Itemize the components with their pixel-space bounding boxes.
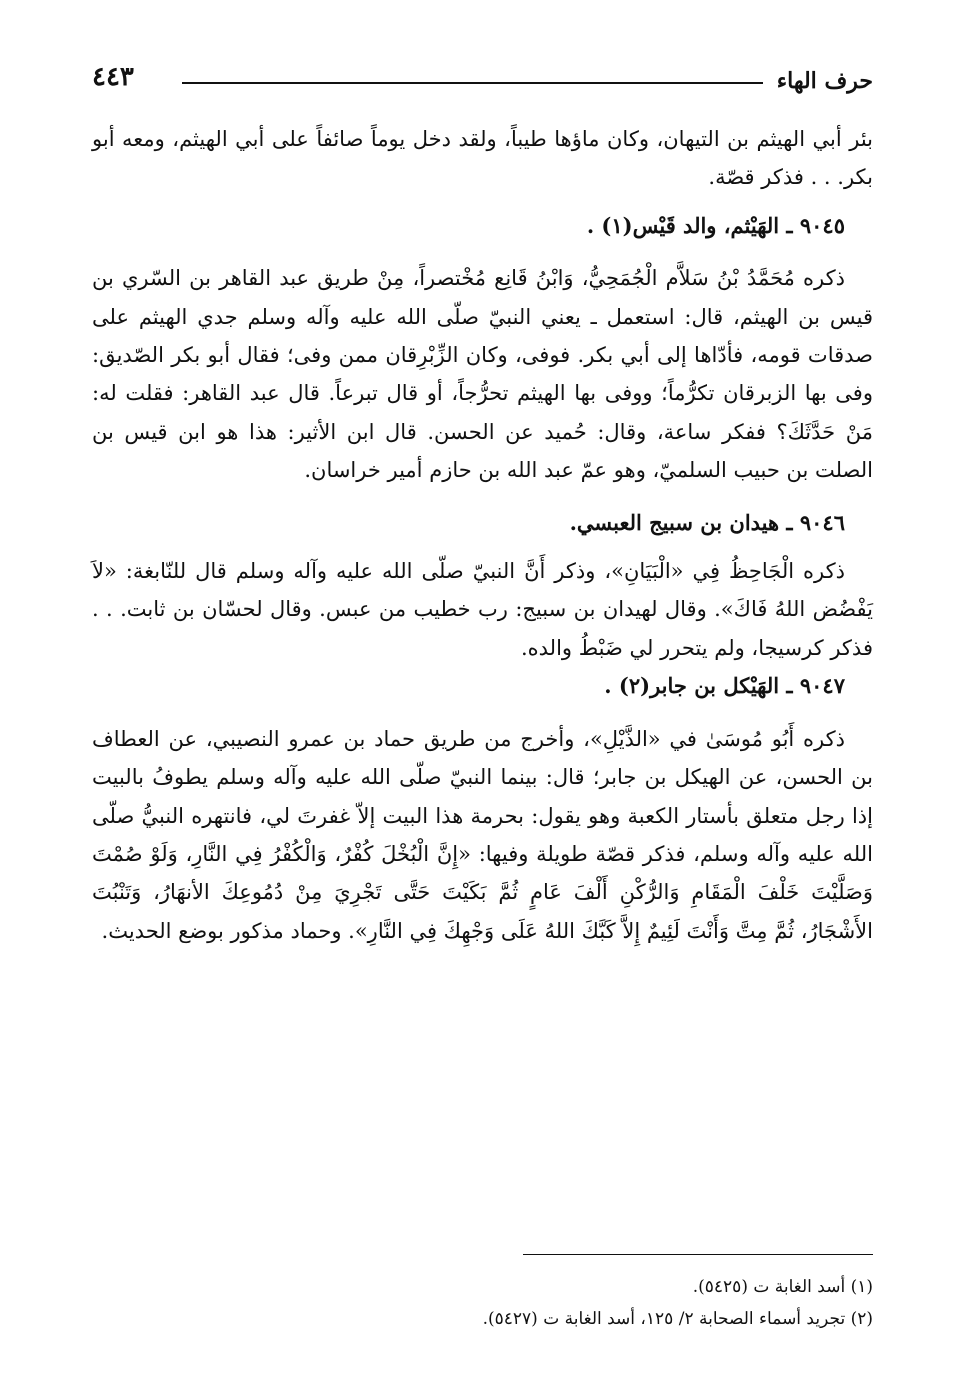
main-text xyxy=(92,120,873,950)
footnote-1: (١) أسد الغابة ت (٥٤٢٥). xyxy=(692,1277,873,1297)
paragraph-entry-9046: ذكره الْجَاحِظُ فِي «الْبَيَانِ»، وذكر أَنَّ النبيّ صلّى الله عليه وآله وسلم قال للنّابغة: «لاَ يَفْضُض اللهُ فَاكَ». وقال لهيدان بن سبيج: رب خطيب من عبس. وقال لحسّان بن ثابت. . . فذكر كرسيجا، ولم يتحرر لي ضَبْطُ والده. xyxy=(92,559,873,660)
paragraph-continuation: بئر أبي الهيثم بن التيهان، وكان ماؤها طيباً، ولقد دخل يوماً صائفاً على أبي الهيثم، ومعه أبو بكر. . . فذكر قصّة. xyxy=(92,127,873,190)
header-rule xyxy=(182,82,763,84)
footnotes xyxy=(92,1254,873,1335)
chapter-title: حرف الهاء xyxy=(776,68,873,94)
paragraph-entry-9045: ذكره مُحَمَّدُ بْنُ سَلاَّم الْجُمَحِيُّ، وَابْنُ قَانِع مُخْتصراً، مِنْ طريق عبد القاهر بن السّري بن قيس بن الهيثم، قال: استعمل ـ يعني النبيّ صلّى الله عليه وآله وسلم جدي الهيثم على صدقات قومه، فأدّاها إلى أبي بكر. فوفى، وكان الزِّبْرِقان ممن وفى؛ فقال أبو بكر الصّديق: وفى بها الزبرقان تكرُّماً؛ ووفى بها الهيثم تحرُّجاً، أو قال تبرعاً. قال عبد القاهر: فقلت له: مَنْ حَدَّثَكَ؟ ففكر ساعة، وقال: حُميد عن الحسن. قال ابن الأثير: هذا هو ابن قيس بن الصلت بن حبيب السلميّ، وهو عمّ عبد الله بن حازم أمير خراسان. xyxy=(92,266,873,483)
running-header xyxy=(92,62,873,102)
footnote-2: (٢) تجريد أسماء الصحابة ٢/ ١٢٥، أسد الغابة ت (٥٤٢٧). xyxy=(482,1309,873,1329)
page-number: ٤٤٣ xyxy=(92,62,134,92)
entry-heading-9046: ٩٠٤٦ ـ هيدان بن سبيج العبسي. xyxy=(569,509,845,535)
entry-heading-9045: ٩٠٤٥ ـ الهَيْثم، والد قَيْس(١) . xyxy=(586,212,845,238)
footnote-rule xyxy=(523,1254,873,1255)
entry-heading-9047: ٩٠٤٧ ـ الهَيْكل بن جابر(٢) . xyxy=(604,673,845,699)
paragraph-entry-9047: ذكره أَبُو مُوسَىٰ في «الذَّيْلِ»، وأخرج من طريق حماد بن عمرو النصيبي، عن العطاف بن الحسن، عن الهيكل بن جابر؛ قال: بينما النبيّ صلّى الله عليه وآله وسلم يطوفُ بالبيت إذا رجل متعلق بأستار الكعبة وهو يقول: بحرمة هذا البيت إلاّ غفرتَ لي، فانتهره النبيُّ صلّى الله عليه وآله وسلم، فذكر قصّة طويلة وفيها: «إِنَّ الْبُخْلَ كُفْرٌ، وَالْكُفْرُ فِي النَّارِ، وَلَوْ صُمْتَ وَصَلَّيْتَ خَلْفَ الْمَقَامِ وَالرُّكْنِ أَلْفَ عَامٍ ثُمَّ بَكَيْتَ حَتَّى تَجْرِيَ مِنْ دُمُوعِكَ الأنهَارُ، وَتَنْبُتَ الأَشْجَارُ، ثُمَّ مِتَّ وَأَنْتَ لَئِيمٌ إِلاَّ كَبَّكَ اللهُ عَلَى وَجْهِكَ فِي النَّارِ». وحماد مذكور بوضع الحديث. xyxy=(92,726,873,943)
